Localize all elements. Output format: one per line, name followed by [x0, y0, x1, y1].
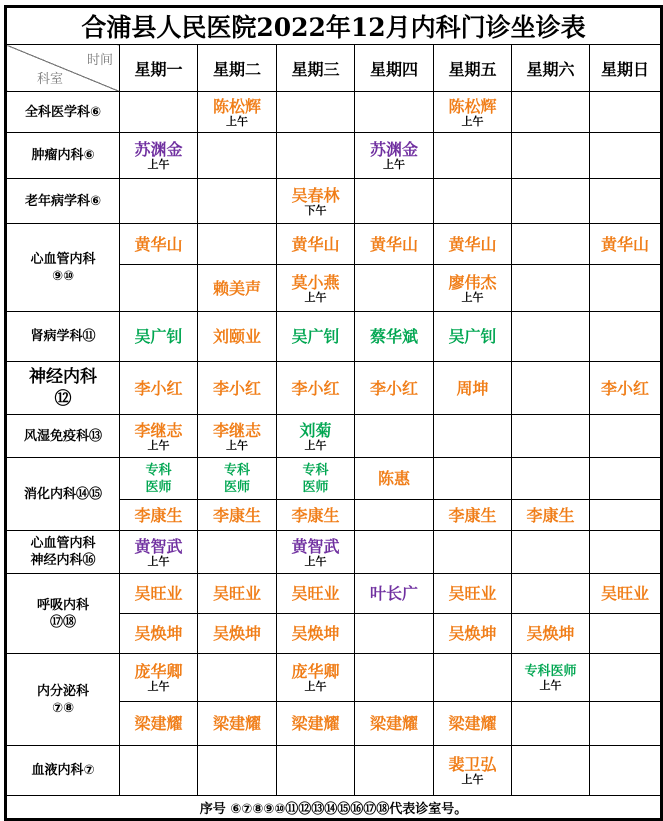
slot-cell — [590, 224, 662, 265]
doctor-name: 黄智武 — [134, 536, 183, 556]
slot-cell — [277, 458, 355, 500]
slot-cell — [512, 415, 590, 458]
doctor-name: 梁建耀 — [291, 714, 340, 733]
row-neurology — [6, 362, 662, 415]
slot-cell — [120, 702, 198, 746]
doctor-name: 李继志 — [212, 420, 261, 440]
slot-cell — [198, 265, 277, 312]
corner-dept-label: 科室 — [37, 72, 64, 87]
doctor-name: 李小红 — [369, 378, 418, 398]
slot-cell — [434, 574, 512, 614]
time-label: 上午 — [226, 438, 248, 452]
dept-neurology — [6, 362, 120, 415]
slot-cell — [277, 574, 355, 614]
slot-cell — [512, 179, 590, 224]
doctor-name: 裴卫弘 — [448, 755, 497, 774]
time-label: 上午 — [304, 290, 327, 304]
time-label: 上午 — [461, 114, 484, 128]
doctor-name: 李小红 — [600, 378, 649, 398]
doctor-name: 李康生 — [134, 505, 183, 525]
dept-nephrology: 肾病学科⑪ — [6, 312, 120, 362]
doctor-name: 李小红 — [212, 378, 261, 398]
doctor-name: 蔡华斌 — [369, 327, 418, 346]
slot-cell — [590, 265, 662, 312]
slot-cell — [434, 654, 512, 702]
doctor-name: 赖美声 — [212, 278, 261, 298]
slot-cell — [277, 133, 355, 179]
doctor-name: 黄华山 — [134, 234, 183, 254]
slot-cell — [355, 415, 434, 458]
slot-cell — [198, 531, 277, 574]
slot-cell — [590, 574, 662, 614]
slot-cell — [590, 415, 662, 458]
slot-cell — [512, 133, 590, 179]
slot-cell — [434, 415, 512, 458]
slot-cell — [120, 179, 198, 224]
slot-cell — [277, 179, 355, 224]
doctor-name: 吴旺业 — [134, 584, 183, 603]
row-respiratory-1 — [6, 574, 662, 614]
slot-cell — [198, 92, 277, 133]
slot-cell — [434, 500, 512, 531]
doctor-name: 苏渊金 — [134, 140, 183, 159]
time-label: 上午 — [304, 554, 327, 568]
slot-cell — [512, 746, 590, 796]
day-header-thu: 星期四 — [355, 45, 434, 92]
footer-note: 序号 ⑥⑦⑧⑨⑩⑪⑫⑬⑭⑮⑯⑰⑱代表诊室号。 — [6, 796, 662, 820]
time-label: 上午 — [304, 438, 327, 452]
slot-cell — [512, 92, 590, 133]
slot-cell — [355, 614, 434, 654]
slot-cell — [120, 458, 198, 500]
time-label: 上午 — [539, 679, 562, 692]
row-oncology — [6, 133, 662, 179]
slot-cell — [434, 702, 512, 746]
row-cardio-neuro — [6, 531, 662, 574]
doctor-name: 苏渊金 — [369, 140, 418, 159]
slot-cell — [434, 265, 512, 312]
slot-cell — [355, 702, 434, 746]
doctor-name: 吴旺业 — [212, 584, 261, 603]
time-label: 上午 — [461, 290, 484, 304]
doctor-name: 李康生 — [526, 505, 575, 525]
slot-cell — [512, 614, 590, 654]
slot-cell — [355, 362, 434, 415]
slot-cell — [590, 458, 662, 500]
slot-cell — [120, 614, 198, 654]
slot-cell — [512, 702, 590, 746]
slot-cell — [434, 746, 512, 796]
slot-cell — [277, 312, 355, 362]
slot-cell — [355, 531, 434, 574]
slot-cell — [434, 312, 512, 362]
slot-cell — [590, 500, 662, 531]
time-label: 上午 — [226, 114, 248, 128]
day-header-sat: 星期六 — [512, 45, 590, 92]
slot-cell — [512, 458, 590, 500]
dept-cardio-neuro-line1: 心血管内科 — [30, 536, 96, 551]
dept-rheumatology: 风湿免疫科⑬ — [6, 415, 120, 458]
row-endocrine-1 — [6, 654, 662, 702]
dept-neurology-room: ⑫ — [54, 389, 72, 409]
time-label: 上午 — [147, 438, 170, 452]
dept-general: 全科医学科⑥ — [6, 92, 120, 133]
doctor-name: 吴焕坤 — [291, 624, 340, 643]
dept-respiratory-rooms: ⑰⑱ — [49, 614, 76, 630]
doctor-name: 莫小燕 — [291, 272, 340, 292]
doctor-name: 李继志 — [134, 420, 183, 440]
doctor-name: 李小红 — [291, 378, 340, 398]
day-header-mon: 星期一 — [120, 45, 198, 92]
slot-cell — [590, 179, 662, 224]
slot-cell — [120, 500, 198, 531]
doctor-name: 刘颐业 — [212, 327, 261, 346]
dept-respiratory-name: 呼吸内科 — [36, 597, 89, 613]
slot-cell — [434, 362, 512, 415]
slot-cell — [198, 179, 277, 224]
doctor-name: 黄华山 — [369, 234, 418, 254]
slot-cell — [590, 92, 662, 133]
slot-cell — [198, 654, 277, 702]
slot-cell — [120, 362, 198, 415]
page-title: 合浦县人民医院2022年12月内科门诊坐诊表 — [6, 7, 662, 45]
time-label: 上午 — [147, 554, 170, 568]
slot-cell — [277, 746, 355, 796]
header-corner-cell — [6, 45, 120, 92]
doctor-name: 庞华卿 — [134, 662, 183, 681]
doctor-name: 吴焕坤 — [526, 624, 575, 643]
slot-cell — [355, 265, 434, 312]
doctor-name: 陈惠 — [377, 469, 410, 488]
dept-respiratory — [6, 574, 120, 654]
dept-cardio-neuro — [6, 531, 120, 574]
slot-cell — [120, 415, 198, 458]
slot-cell — [120, 265, 198, 312]
slot-cell — [590, 312, 662, 362]
slot-cell — [590, 614, 662, 654]
dept-geriatrics: 老年病学科⑥ — [6, 179, 120, 224]
doctor-name: 吴旺业 — [600, 584, 649, 603]
dept-cardio-neuro-line2: 神经内科⑯ — [30, 553, 96, 568]
dept-oncology: 肿瘤内科⑥ — [6, 133, 120, 179]
time-label: 上午 — [147, 158, 170, 171]
slot-cell — [277, 654, 355, 702]
slot-cell — [120, 531, 198, 574]
slot-cell — [277, 92, 355, 133]
slot-cell — [120, 746, 198, 796]
slot-cell — [198, 458, 277, 500]
doctor-name: 李康生 — [212, 505, 261, 525]
slot-cell — [120, 654, 198, 702]
slot-cell — [590, 362, 662, 415]
doctor-name: 吴广钊 — [448, 327, 497, 346]
slot-cell — [512, 574, 590, 614]
slot-cell — [512, 265, 590, 312]
slot-cell — [434, 133, 512, 179]
row-general — [6, 92, 662, 133]
row-cardiology-1 — [6, 224, 662, 265]
doctor-name: 梁建耀 — [212, 714, 261, 733]
slot-cell — [198, 574, 277, 614]
doctor-name: 李康生 — [448, 505, 497, 525]
slot-cell — [277, 224, 355, 265]
slot-cell — [355, 574, 434, 614]
slot-cell — [198, 415, 277, 458]
dept-endocrine-name: 内分泌科 — [36, 683, 89, 699]
doctor-name: 叶长广 — [369, 584, 418, 603]
doctor-name: 吴春林 — [291, 185, 340, 205]
dept-cardiology-rooms: ⑨⑩ — [51, 268, 74, 284]
doctor-name: 专科医师 — [524, 664, 577, 679]
dept-cardiology — [6, 224, 120, 312]
dept-endocrine — [6, 654, 120, 746]
slot-cell — [512, 654, 590, 702]
slot-cell — [198, 312, 277, 362]
row-hematology — [6, 746, 662, 796]
doctor-name: 吴焕坤 — [448, 624, 497, 643]
doctor-name: 吴广钊 — [134, 327, 183, 346]
header-row — [6, 45, 662, 92]
slot-cell — [277, 415, 355, 458]
slot-cell — [277, 531, 355, 574]
doctor-name: 黄智武 — [291, 536, 340, 556]
dept-hematology: 血液内科⑦ — [6, 746, 120, 796]
slot-cell — [434, 179, 512, 224]
slot-cell — [120, 312, 198, 362]
doctor-name: 刘菊 — [299, 420, 332, 440]
slot-cell — [198, 614, 277, 654]
slot-cell — [355, 312, 434, 362]
doctor-name: 黄华山 — [448, 234, 497, 254]
doctor-name: 李康生 — [291, 505, 340, 525]
slot-cell — [434, 458, 512, 500]
slot-cell — [355, 500, 434, 531]
row-gastro-1 — [6, 458, 662, 500]
time-label: 下午 — [304, 203, 327, 217]
title-row — [6, 7, 662, 45]
doctor-name: 专科 — [145, 462, 172, 478]
dept-neurology-name: 神经内科 — [29, 367, 97, 387]
doctor-name: 梁建耀 — [369, 714, 418, 733]
slot-cell — [198, 224, 277, 265]
slot-cell — [355, 654, 434, 702]
row-geriatrics — [6, 179, 662, 224]
time-label: 上午 — [304, 680, 327, 693]
slot-cell — [355, 458, 434, 500]
doctor-name: 廖伟杰 — [448, 272, 497, 292]
slot-cell — [590, 531, 662, 574]
doctor-title: 医师 — [145, 479, 172, 495]
doctor-name: 陈松辉 — [212, 96, 261, 116]
slot-cell — [277, 500, 355, 531]
doctor-name: 李小红 — [134, 378, 183, 398]
day-header-tue: 星期二 — [198, 45, 277, 92]
doctor-name: 吴焕坤 — [134, 624, 183, 643]
slot-cell — [590, 702, 662, 746]
doctor-name: 陈松辉 — [448, 96, 497, 116]
slot-cell — [434, 531, 512, 574]
dept-endocrine-rooms: ⑦⑧ — [51, 700, 74, 716]
slot-cell — [198, 133, 277, 179]
slot-cell — [198, 362, 277, 415]
time-label: 上午 — [147, 680, 170, 693]
slot-cell — [590, 133, 662, 179]
doctor-title: 医师 — [302, 479, 329, 495]
doctor-name: 梁建耀 — [134, 714, 183, 733]
doctor-name: 专科 — [223, 462, 250, 478]
row-rheumatology — [6, 415, 662, 458]
slot-cell — [355, 92, 434, 133]
slot-cell — [512, 312, 590, 362]
slot-cell — [120, 92, 198, 133]
doctor-name: 吴广钊 — [291, 327, 340, 346]
doctor-name: 吴焕坤 — [212, 624, 261, 643]
slot-cell — [434, 92, 512, 133]
dept-gastroenterology: 消化内科⑭⑮ — [6, 458, 120, 531]
slot-cell — [590, 654, 662, 702]
doctor-title: 医师 — [223, 479, 250, 495]
slot-cell — [512, 224, 590, 265]
slot-cell — [198, 500, 277, 531]
doctor-name: 吴旺业 — [448, 584, 497, 603]
slot-cell — [120, 224, 198, 265]
corner-time-label: 时间 — [86, 53, 113, 68]
time-label: 上午 — [461, 773, 484, 786]
dept-cardiology-name: 心血管内科 — [30, 251, 96, 267]
slot-cell — [355, 224, 434, 265]
doctor-name: 黄华山 — [291, 234, 340, 254]
slot-cell — [277, 702, 355, 746]
day-header-wed: 星期三 — [277, 45, 355, 92]
doctor-name: 周坤 — [456, 378, 489, 398]
slot-cell — [512, 362, 590, 415]
slot-cell — [277, 362, 355, 415]
slot-cell — [512, 500, 590, 531]
slot-cell — [355, 133, 434, 179]
row-nephrology — [6, 312, 662, 362]
slot-cell — [120, 133, 198, 179]
doctor-name: 梁建耀 — [448, 714, 497, 733]
doctor-name: 吴旺业 — [291, 584, 340, 603]
day-header-fri: 星期五 — [434, 45, 512, 92]
slot-cell — [198, 746, 277, 796]
slot-cell — [277, 614, 355, 654]
doctor-name: 黄华山 — [600, 234, 649, 254]
slot-cell — [355, 746, 434, 796]
doctor-name: 专科 — [302, 462, 329, 478]
time-label: 上午 — [383, 158, 405, 171]
slot-cell — [434, 224, 512, 265]
slot-cell — [198, 702, 277, 746]
footer-row — [6, 796, 662, 820]
doctor-name: 庞华卿 — [291, 662, 340, 681]
slot-cell — [277, 265, 355, 312]
clinic-schedule-table — [4, 5, 663, 821]
day-header-sun: 星期日 — [590, 45, 662, 92]
slot-cell — [512, 531, 590, 574]
slot-cell — [434, 614, 512, 654]
slot-cell — [120, 574, 198, 614]
slot-cell — [355, 179, 434, 224]
slot-cell — [590, 746, 662, 796]
